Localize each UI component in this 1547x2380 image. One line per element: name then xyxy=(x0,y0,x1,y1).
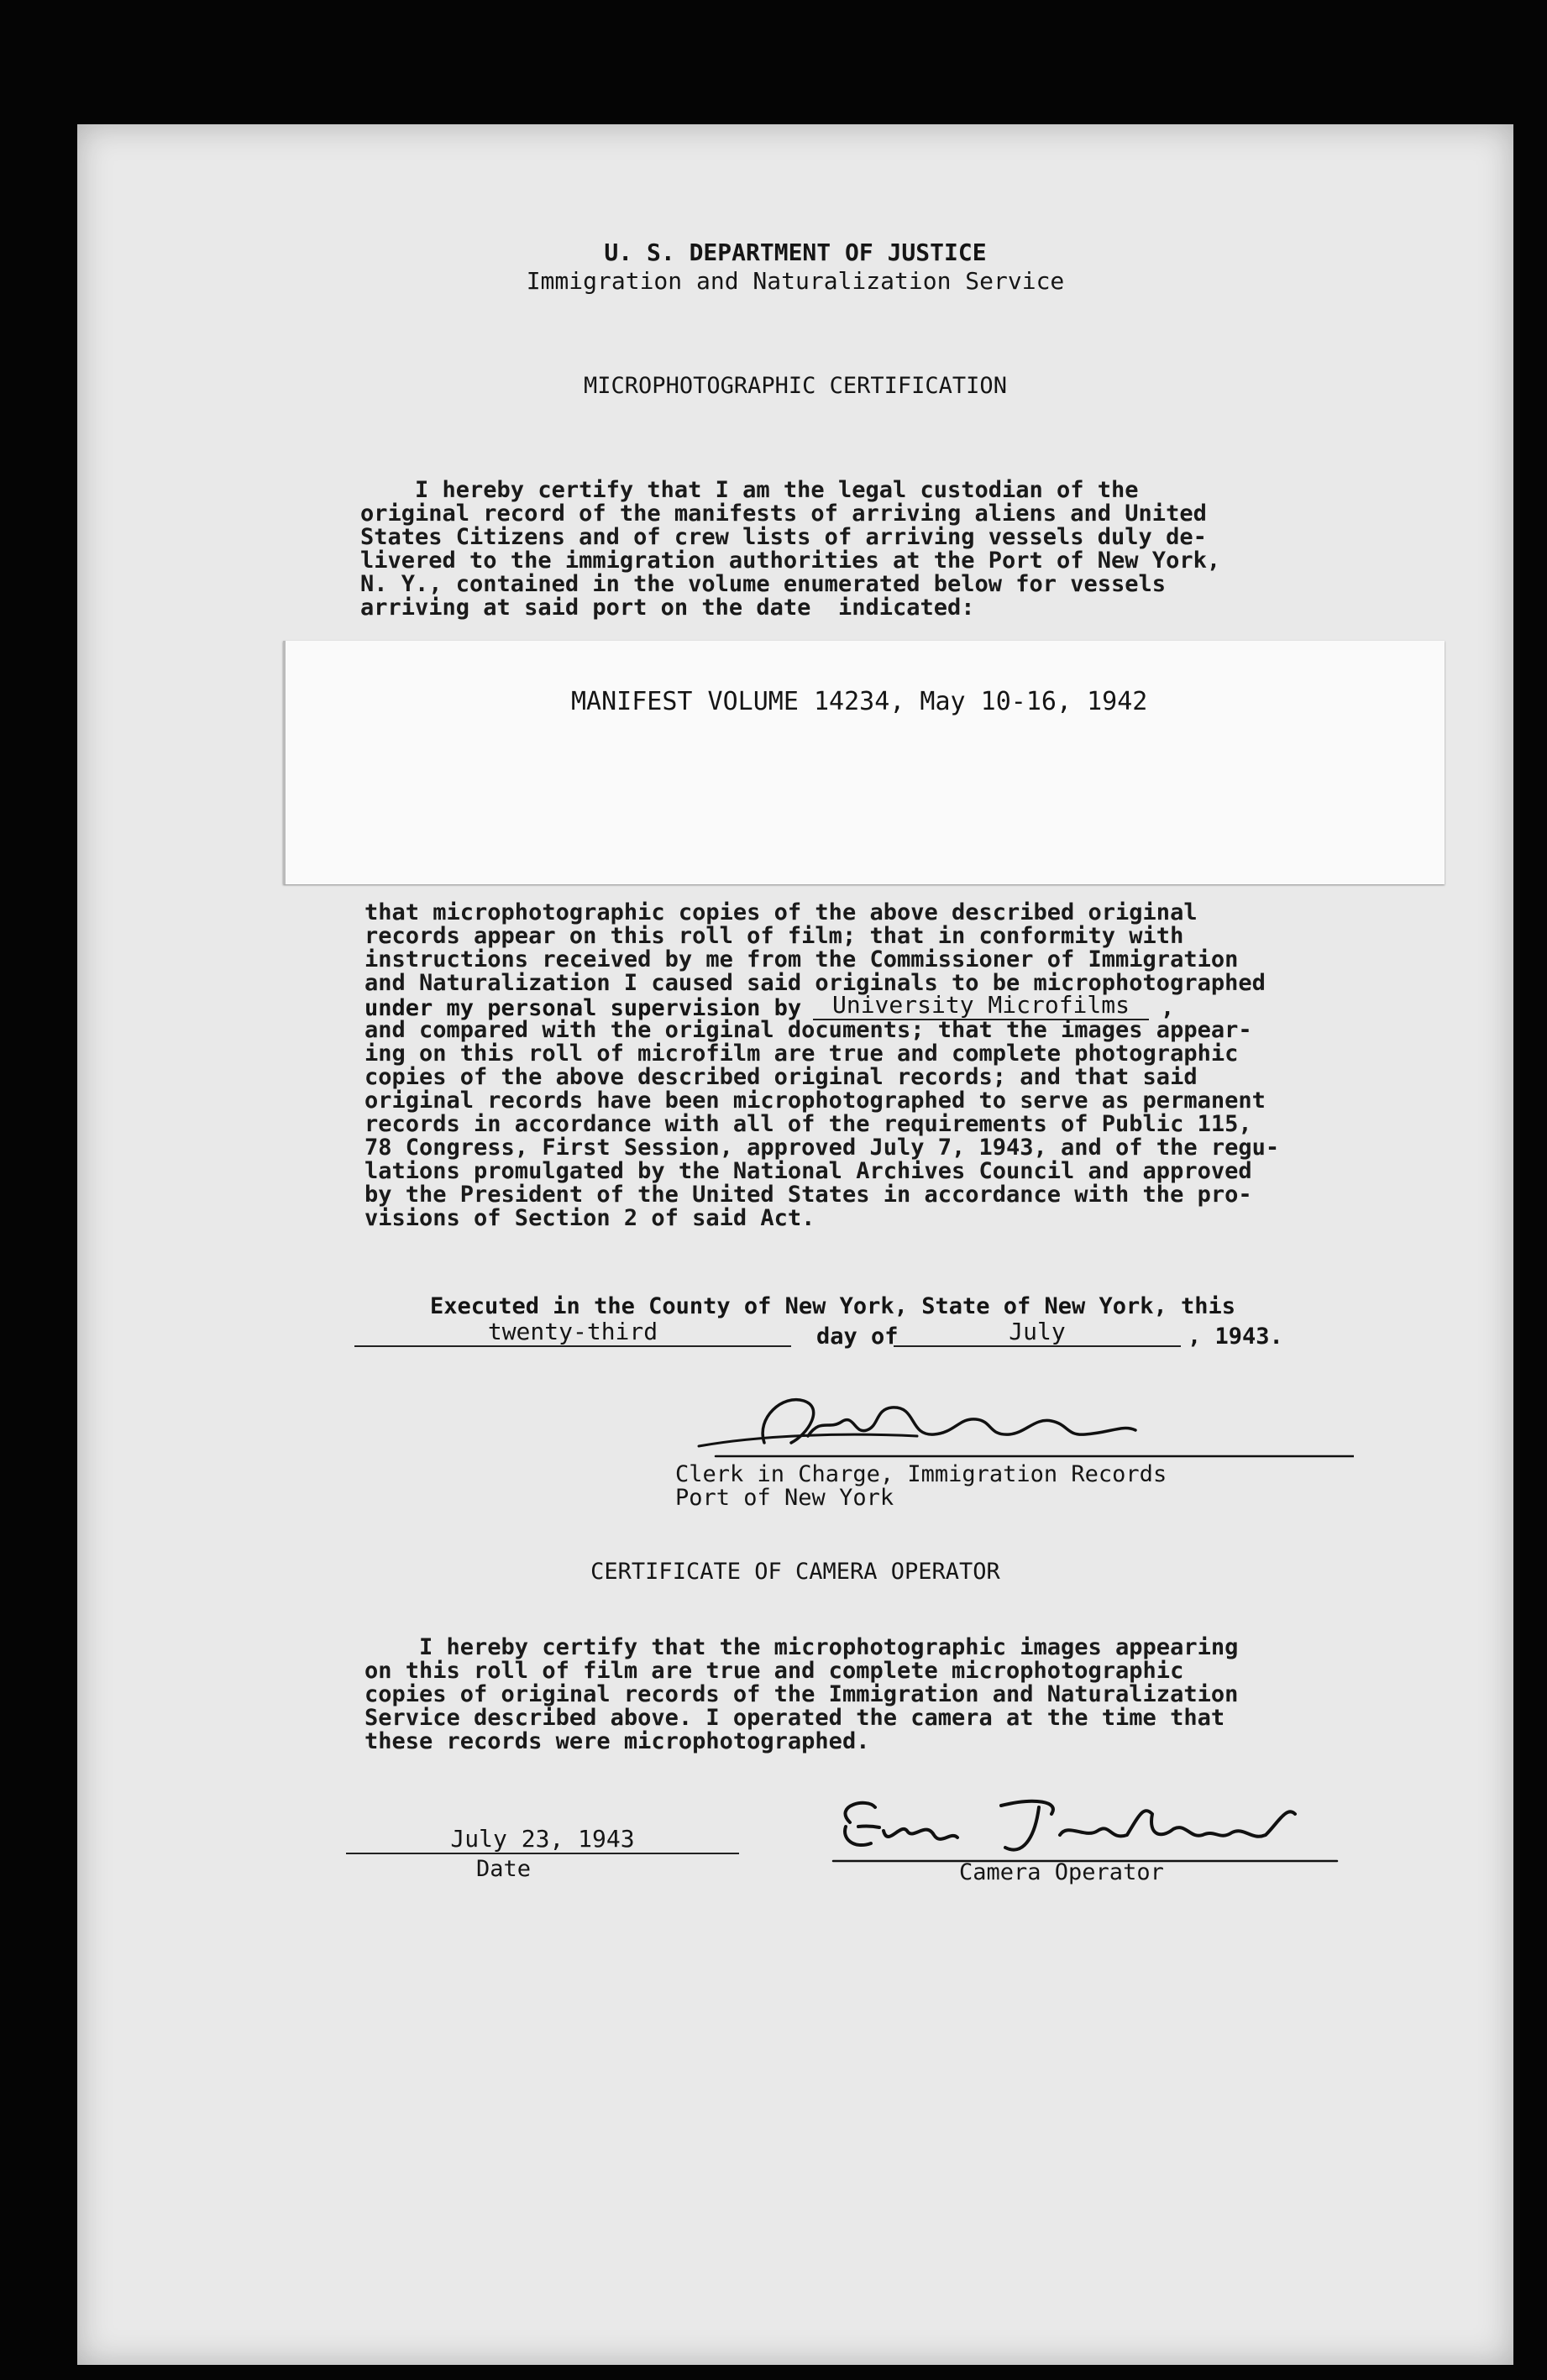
supervision-prefix: under my personal supervision by xyxy=(364,995,802,1021)
department-heading: U. S. DEPARTMENT OF JUSTICE xyxy=(604,239,987,266)
clerk-office: Port of New York xyxy=(675,1485,894,1511)
clerk-signature xyxy=(665,1384,1354,1468)
month-field: July xyxy=(894,1320,1181,1347)
certification-body-part2: and compared with the original documents; that the images appear- ing on this roll of microfilm are true and complete photographic copies of the above described original records; and that said original records have been microphotographed to serve as permanent records in accordance with all of the requirements of Public 115, 78 Congress, First Session, approved July 7, 1943, and of the regu- lations promulgated by the National Archives Council and approved by the President of the United States in accordance with the pro- visions of Section 2 of said Act. xyxy=(364,1017,1280,1231)
custodian-statement: I hereby certify that I am the legal custodian of the original record of the manifests of arriving aliens and United States Citizens and of crew lists of arriving vessels duly de- livered to the immigration authorities at the Port of New York, N. Y., contained in the volume enumerated below for vessels arriving at said port on the date indicated: xyxy=(360,477,1221,621)
manifest-slip xyxy=(283,641,1445,884)
operator-signature xyxy=(808,1789,1362,1869)
supervisor-field: University Microfilms xyxy=(813,993,1149,1020)
operator-label: Camera Operator xyxy=(959,1859,1164,1885)
comma: , xyxy=(1161,995,1175,1021)
executed-statement: Executed in the County of New York, State of New York, this xyxy=(430,1293,1236,1319)
day-of-label: day of xyxy=(816,1324,899,1350)
year-label: , 1943. xyxy=(1188,1324,1283,1350)
certification-body-part1: that microphotographic copies of the above described original records appear on this roll of film; that in conformity with instructions received by me from the Commissioner of Immigration and Naturalization I caused said originals to be microphotographed xyxy=(364,899,1266,996)
clerk-title: Clerk in Charge, Immigration Records xyxy=(675,1461,1167,1487)
document-title: MICROPHOTOGRAPHIC CERTIFICATION xyxy=(584,373,1007,399)
date-label: Date xyxy=(476,1856,532,1882)
date-field: July 23, 1943 xyxy=(346,1827,739,1854)
day-field: twenty-third xyxy=(354,1320,791,1347)
certification-document xyxy=(77,124,1513,2365)
service-heading: Immigration and Naturalization Service xyxy=(526,267,1065,295)
manifest-volume: MANIFEST VOLUME 14234, May 10-16, 1942 xyxy=(571,687,1148,716)
camera-operator-statement: I hereby certify that the microphotographic images appearing on this roll of film are true and complete microphotographic copies of original records of the Immigration and Naturalization Service described above. I operated the camera at the time that these records were microphotographed. xyxy=(364,1634,1239,1754)
camera-certificate-heading: CERTIFICATE OF CAMERA OPERATOR xyxy=(590,1559,1000,1585)
